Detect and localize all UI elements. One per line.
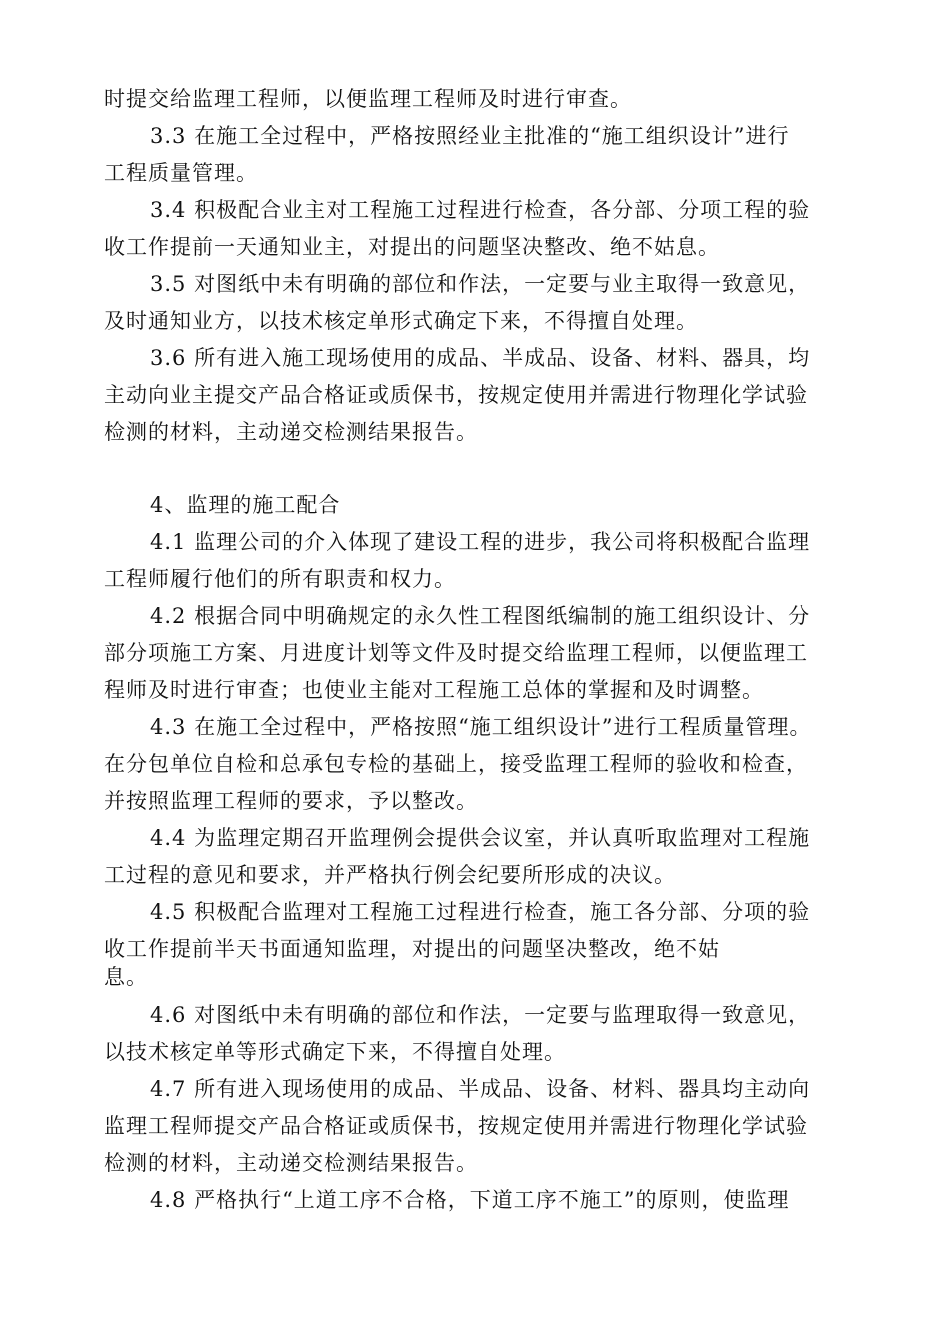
text-line: 3.6 所有进入施工现场使用的成品、半成品、设备、材料、器具，均 <box>150 346 811 370</box>
text-line: 3.4 积极配合业主对工程施工过程进行检查，各分部、分项工程的验 <box>150 198 811 222</box>
text-line: 息。 <box>104 965 148 989</box>
text-line: 工程师履行他们的所有职责和权力。 <box>104 567 456 591</box>
text-line: 主动向业主提交产品合格证或质保书，按规定使用并需进行物理化学试验 <box>104 383 808 407</box>
text-line: 在分包单位自检和总承包专检的基础上，接受监理工程师的验收和检查， <box>104 752 808 776</box>
text-line: 4.2 根据合同中明确规定的永久性工程图纸编制的施工组织设计、分 <box>150 604 811 628</box>
text-line: 收工作提前半天书面通知监理，对提出的问题坚决整改，绝不姑 <box>104 937 720 961</box>
text-line: 监理工程师提交产品合格证或质保书，按规定使用并需进行物理化学试验 <box>104 1114 808 1138</box>
text-line: 4.7 所有进入现场使用的成品、半成品、设备、材料、器具均主动向 <box>150 1077 811 1101</box>
text-line: 4.8 严格执行“上道工序不合格，下道工序不施工”的原则，使监理 <box>150 1188 790 1212</box>
text-line: 收工作提前一天通知业主，对提出的问题坚决整改、绝不姑息。 <box>104 235 720 259</box>
text-line: 4.6 对图纸中未有明确的部位和作法，一定要与监理取得一致意见， <box>150 1003 811 1027</box>
text-line: 及时通知业方，以技术核定单形式确定下来，不得擅自处理。 <box>104 309 698 333</box>
text-line: 并按照监理工程师的要求，予以整改。 <box>104 789 478 813</box>
text-line: 工程质量管理。 <box>104 161 258 185</box>
text-line: 3.5 对图纸中未有明确的部位和作法，一定要与业主取得一致意见， <box>150 272 811 296</box>
text-line: 工过程的意见和要求，并严格执行例会纪要所形成的决议。 <box>104 863 676 887</box>
text-line: 4.1 监理公司的介入体现了建设工程的进步，我公司将积极配合监理 <box>150 530 811 554</box>
text-line: 4.5 积极配合监理对工程施工过程进行检查，施工各分部、分项的验 <box>150 900 811 924</box>
text-line: 4.3 在施工全过程中，严格按照“施工组织设计”进行工程质量管理。 <box>150 715 812 739</box>
section-heading: 4、监理的施工配合 <box>150 493 341 517</box>
text-line: 部分项施工方案、月进度计划等文件及时提交给监理工程师，以便监理工 <box>104 641 808 665</box>
text-line: 3.3 在施工全过程中，严格按照经业主批准的“施工组织设计”进行 <box>150 124 790 148</box>
text-line: 检测的材料，主动递交检测结果报告。 <box>104 1151 478 1175</box>
text-line: 4.4 为监理定期召开监理例会提供会议室，并认真听取监理对工程施 <box>150 826 811 850</box>
text-line: 检测的材料，主动递交检测结果报告。 <box>104 420 478 444</box>
text-line: 以技术核定单等形式确定下来，不得擅自处理。 <box>104 1040 566 1064</box>
text-line: 时提交给监理工程师，以便监理工程师及时进行审查。 <box>104 87 632 111</box>
text-line: 程师及时进行审查；也使业主能对工程施工总体的掌握和及时调整。 <box>104 678 764 702</box>
